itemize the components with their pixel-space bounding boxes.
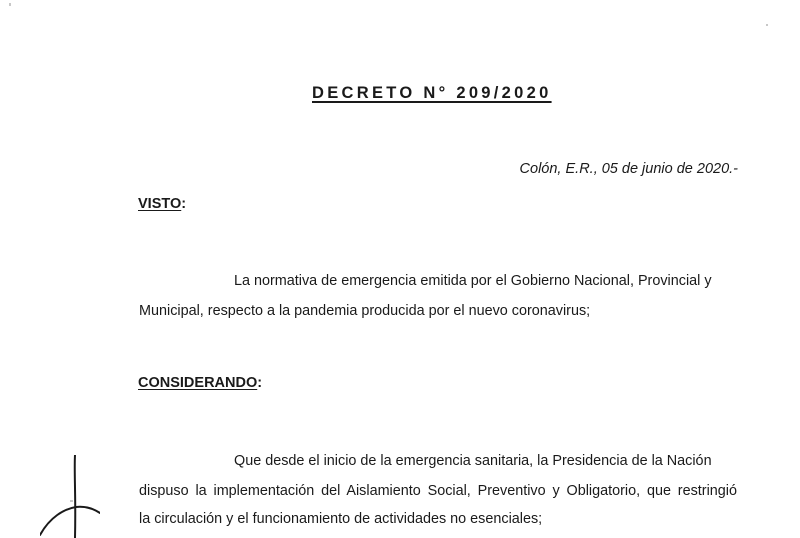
visto-heading <box>138 196 186 212</box>
signature-mark <box>40 455 100 538</box>
considerando-paragraph-line-3: la circulación y el funcionamiento de actividades no esenciales; <box>139 511 543 527</box>
visto-label: VISTO <box>138 196 182 212</box>
considerando-line-2-text: dispuso la implementación del Aislamiento Social, Preventivo y Obligatorio, que restringió <box>139 483 737 499</box>
visto-colon: : <box>181 196 187 212</box>
decree-title: DECRETO N° 209/2020 <box>312 84 552 102</box>
visto-paragraph-line-1: La normativa de emergencia emitida por el Gobierno Nacional, Provincial y <box>234 273 712 289</box>
considerando-label: CONSIDERANDO <box>138 375 258 391</box>
scan-speck <box>766 24 768 26</box>
considerando-colon: : <box>257 375 263 391</box>
considerando-heading <box>138 375 262 391</box>
considerando-paragraph-line-1: Que desde el inicio de la emergencia sanitaria, la Presidencia de la Nación <box>234 453 712 469</box>
scan-speck <box>70 500 73 502</box>
date-line: Colón, E.R., 05 de junio de 2020.- <box>519 161 738 177</box>
scan-speck <box>9 3 11 6</box>
visto-paragraph-line-2: Municipal, respecto a la pandemia producida por el nuevo coronavirus; <box>139 303 591 319</box>
considerando-paragraph-line-2 <box>139 482 737 500</box>
